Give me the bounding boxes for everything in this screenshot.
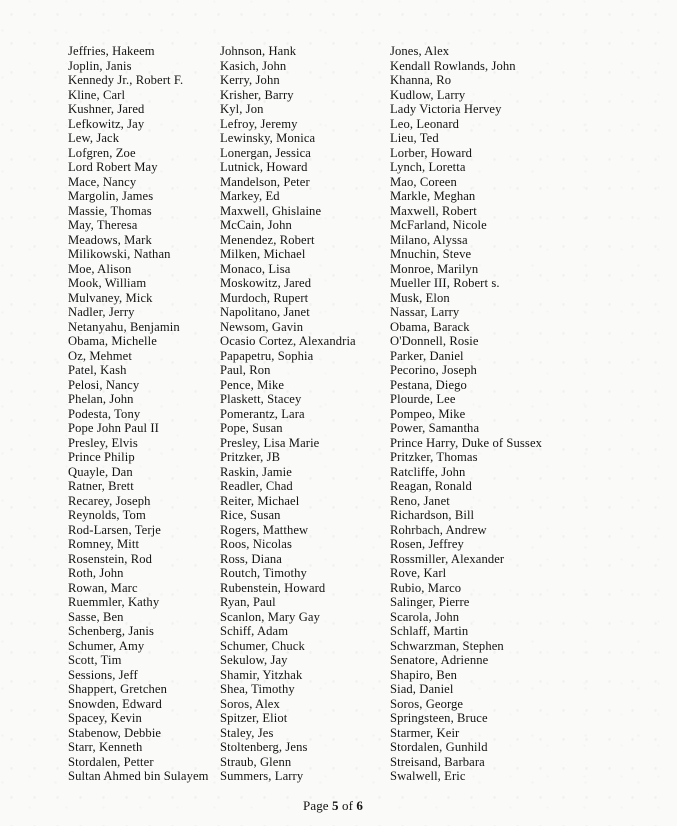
list-item-name: Readler, Chad	[220, 479, 293, 493]
list-item-name: Pompeo, Mike	[390, 406, 466, 421]
list-item-name: Ross, Diana	[220, 551, 282, 566]
list-item-name: Presley, Elvis	[68, 435, 138, 450]
list-item-name: Pence, Mike	[220, 377, 285, 392]
list-item-name: Mao, Coreen	[390, 174, 457, 189]
list-item-name: Richardson, Bill	[390, 508, 475, 522]
list-item-name: Lewinsky, Monica	[220, 131, 316, 145]
list-item-name: Schenberg, Janis	[68, 624, 155, 638]
list-item-name: Rosen, Jeffrey	[390, 537, 464, 551]
list-item-name: Swalwell, Eric	[390, 769, 466, 783]
list-item-name: Reno, Janet	[390, 493, 450, 508]
name-column-1	[68, 44, 218, 784]
list-item-name: Quayle, Dan	[68, 464, 133, 479]
list-item-name: Straub, Glenn	[220, 754, 292, 769]
list-item-name: Salinger, Pierre	[390, 595, 470, 609]
list-item-name: Spitzer, Eliot	[220, 711, 288, 725]
list-item-name: Starr, Kenneth	[68, 740, 143, 754]
footer-page-number: 5	[332, 798, 339, 813]
list-item-name: Sekulow, Jay	[220, 653, 288, 667]
list-item-name: Netanyahu, Benjamin	[68, 319, 180, 334]
list-item-name: Shappert, Gretchen	[68, 682, 168, 696]
list-item-name: Mnuchin, Steve	[390, 247, 472, 261]
list-item-name: Pritzker, Thomas	[390, 450, 478, 464]
list-item-name: Kerry, John	[220, 73, 280, 87]
list-item-name: Schumer, Amy	[68, 638, 145, 653]
list-item-name: Soros, Alex	[220, 696, 280, 711]
list-item-name: Romney, Mitt	[68, 537, 140, 551]
list-item-name: Johnson, Hank	[220, 44, 297, 58]
list-item-name: Reagan, Ronald	[390, 479, 472, 493]
list-item-name: Leo, Leonard	[390, 116, 460, 131]
list-item-name: Menendez, Robert	[220, 232, 315, 247]
list-item-name: Lorber, Howard	[390, 145, 473, 160]
name-column-3	[390, 44, 675, 784]
list-item-name: Routch, Timothy	[220, 566, 307, 580]
list-item-name: Musk, Elon	[390, 290, 450, 305]
list-item-name: Ocasio Cortez, Alexandria	[220, 334, 356, 348]
footer-of-label: of	[342, 798, 354, 813]
list-item-name: Ruemmler, Kathy	[68, 595, 160, 609]
list-item-name: Rohrbach, Andrew	[390, 522, 487, 537]
list-item-name: Rod-Larsen, Terje	[68, 522, 161, 537]
list-item-name: Rubenstein, Howard	[220, 580, 326, 595]
list-item-name: Snowden, Edward	[68, 696, 162, 711]
list-item-name: Obama, Michelle	[68, 334, 157, 348]
list-item-name: Staley, Jes	[220, 725, 274, 740]
list-item-name: Reynolds, Tom	[68, 508, 146, 522]
list-item-name: Sessions, Jeff	[68, 667, 138, 682]
list-item-name: Ryan, Paul	[220, 595, 276, 609]
list-item-name: Joplin, Janis	[68, 58, 132, 73]
list-item-name: Moskowitz, Jared	[220, 276, 312, 290]
list-item-name: Plourde, Lee	[390, 392, 456, 406]
list-item-name: Monroe, Marilyn	[390, 261, 479, 276]
list-item-name: Lieu, Ted	[390, 131, 439, 145]
list-item-name: Milken, Michael	[220, 247, 306, 261]
list-item-name: Shea, Timothy	[220, 682, 295, 696]
list-item-name: Phelan, John	[68, 392, 134, 406]
list-item-name: Shamir, Yitzhak	[220, 667, 303, 682]
list-item-name: Rossmiller, Alexander	[390, 551, 505, 566]
list-item-name: Nassar, Larry	[390, 305, 460, 319]
list-item-name: Lynch, Loretta	[390, 160, 466, 174]
list-item-name: Rosenstein, Rod	[68, 551, 153, 566]
list-item-name: Pelosi, Nancy	[68, 377, 140, 392]
list-item-name: Pestana, Diego	[390, 377, 467, 392]
list-item-name: Lofgren, Zoe	[68, 145, 136, 160]
list-item-name: Starmer, Keir	[390, 725, 460, 740]
list-item-name: Napolitano, Janet	[220, 305, 310, 319]
list-item-name: Sultan Ahmed bin Sulayem	[68, 769, 209, 783]
list-item-name: Lady Victoria Hervey	[390, 102, 502, 116]
list-item-name: Rubio, Marco	[390, 580, 462, 595]
list-item-name: Prince Harry, Duke of Sussex	[390, 435, 543, 450]
list-item-name: Maxwell, Ghislaine	[220, 203, 322, 218]
list-item-name: Siad, Daniel	[390, 682, 454, 696]
list-item-name: Kushner, Jared	[68, 102, 145, 116]
list-item-name: Parker, Daniel	[390, 348, 464, 363]
list-item-name: Lonergan, Jessica	[220, 145, 311, 160]
list-item-name: Markle, Meghan	[390, 189, 476, 203]
list-item-name: Power, Samantha	[390, 421, 480, 435]
list-item-name: Rice, Susan	[220, 508, 281, 522]
list-item-name: McCain, John	[220, 218, 292, 232]
list-item-name: Pecorino, Joseph	[390, 363, 477, 377]
name-column-2	[220, 44, 388, 784]
list-item-name: Lord Robert May	[68, 160, 158, 174]
list-item-name: McFarland, Nicole	[390, 218, 487, 232]
list-item-name: Pope, Susan	[220, 421, 283, 435]
list-item-name: Scanlon, Mary Gay	[220, 609, 320, 624]
list-item-name: Mace, Nancy	[68, 174, 137, 189]
list-item-name: Nadler, Jerry	[68, 305, 135, 319]
list-item-name: Lutnick, Howard	[220, 160, 308, 174]
list-item-name: Schlaff, Martin	[390, 624, 469, 638]
list-item-name: Pritzker, JB	[220, 450, 281, 464]
list-item-name: Mulvaney, Mick	[68, 290, 153, 305]
list-item-name: Stordalen, Petter	[68, 754, 154, 769]
list-item-name: Rove, Karl	[390, 566, 447, 580]
list-item-name: Plaskett, Stacey	[220, 392, 302, 406]
list-item-name: Patel, Kash	[68, 363, 127, 377]
list-item-name: Ratcliffe, John	[390, 464, 466, 479]
list-item-name: Khanna, Ro	[390, 73, 452, 87]
list-item-name: Mueller III, Robert s.	[390, 276, 500, 290]
list-item-name: Summers, Larry	[220, 769, 304, 783]
list-item-name: Massie, Thomas	[68, 203, 152, 218]
list-item-name: Presley, Lisa Marie	[220, 435, 320, 450]
list-item-name: Podesta, Tony	[68, 406, 141, 421]
list-item-name: Spacey, Kevin	[68, 711, 142, 725]
list-item-name: Newsom, Gavin	[220, 319, 304, 334]
list-item-name: Reiter, Michael	[220, 493, 300, 508]
list-item-name: Kyl, Jon	[220, 102, 264, 116]
list-item-name: Schiff, Adam	[220, 624, 289, 638]
list-item-name: Milikowski, Nathan	[68, 247, 171, 261]
list-item-name: Springsteen, Bruce	[390, 711, 488, 725]
list-item-name: Jones, Alex	[390, 44, 450, 58]
list-item-name: Kline, Carl	[68, 87, 126, 102]
list-item-name: Lefroy, Jeremy	[220, 116, 298, 131]
list-item-name: Meadows, Mark	[68, 232, 152, 247]
list-item-name: Papapetru, Sophia	[220, 348, 314, 363]
list-item-name: Prince Philip	[68, 450, 135, 464]
footer-total-pages: 6	[356, 798, 363, 813]
list-item-name: Senatore, Adrienne	[390, 653, 489, 667]
list-item-name: Roth, John	[68, 566, 124, 580]
list-item-name: Rowan, Marc	[68, 580, 138, 595]
list-item-name: Lefkowitz, Jay	[68, 116, 145, 131]
list-item-name: Kasich, John	[220, 58, 287, 73]
list-item-name: Ratner, Brett	[68, 479, 134, 493]
footer-page-label: Page	[303, 798, 329, 813]
list-item-name: Raskin, Jamie	[220, 464, 292, 479]
list-item-name: Recarey, Joseph	[68, 493, 151, 508]
list-item-name: Stabenow, Debbie	[68, 725, 162, 740]
list-item-name: Schumer, Chuck	[220, 638, 305, 653]
list-item-name: O'Donnell, Rosie	[390, 334, 479, 348]
list-item-name: Kudlow, Larry	[390, 87, 466, 102]
list-item-name: Shapiro, Ben	[390, 667, 457, 682]
list-item-name: May, Theresa	[68, 218, 138, 232]
list-item-name: Obama, Barack	[390, 319, 470, 334]
list-item-name: Margolin, James	[68, 189, 154, 203]
list-item-name: Lew, Jack	[68, 131, 120, 145]
list-item-name: Scarola, John	[390, 609, 460, 624]
list-item-name: Markey, Ed	[220, 189, 280, 203]
list-item-name: Krisher, Barry	[220, 87, 294, 102]
list-item-name: Schwarzman, Stephen	[390, 638, 504, 653]
list-item-name: Scott, Tim	[68, 653, 122, 667]
list-item-name: Sasse, Ben	[68, 609, 124, 624]
list-item-name: Soros, George	[390, 696, 464, 711]
list-item-name: Pope John Paul II	[68, 421, 159, 435]
list-item-name: Jeffries, Hakeem	[68, 44, 155, 58]
list-item-name: Kendall Rowlands, John	[390, 58, 516, 73]
list-item-name: Oz, Mehmet	[68, 348, 132, 363]
list-item-name: Pomerantz, Lara	[220, 406, 305, 421]
list-item-name: Rogers, Matthew	[220, 522, 309, 537]
list-item-name: Murdoch, Rupert	[220, 290, 309, 305]
list-item-name: Mandelson, Peter	[220, 174, 310, 189]
list-item-name: Monaco, Lisa	[220, 261, 291, 276]
list-item-name: Roos, Nicolas	[220, 537, 292, 551]
list-item-name: Stordalen, Gunhild	[390, 740, 488, 754]
list-item-name: Kennedy Jr., Robert F.	[68, 73, 184, 87]
list-item-name: Streisand, Barbara	[390, 754, 485, 769]
list-item-name: Paul, Ron	[220, 363, 271, 377]
list-item-name: Mook, William	[68, 276, 147, 290]
list-item-name: Moe, Alison	[68, 261, 132, 276]
list-item-name: Milano, Alyssa	[390, 232, 468, 247]
page-footer	[0, 798, 666, 813]
list-item-name: Maxwell, Robert	[390, 203, 477, 218]
list-item-name: Stoltenberg, Jens	[220, 740, 308, 754]
